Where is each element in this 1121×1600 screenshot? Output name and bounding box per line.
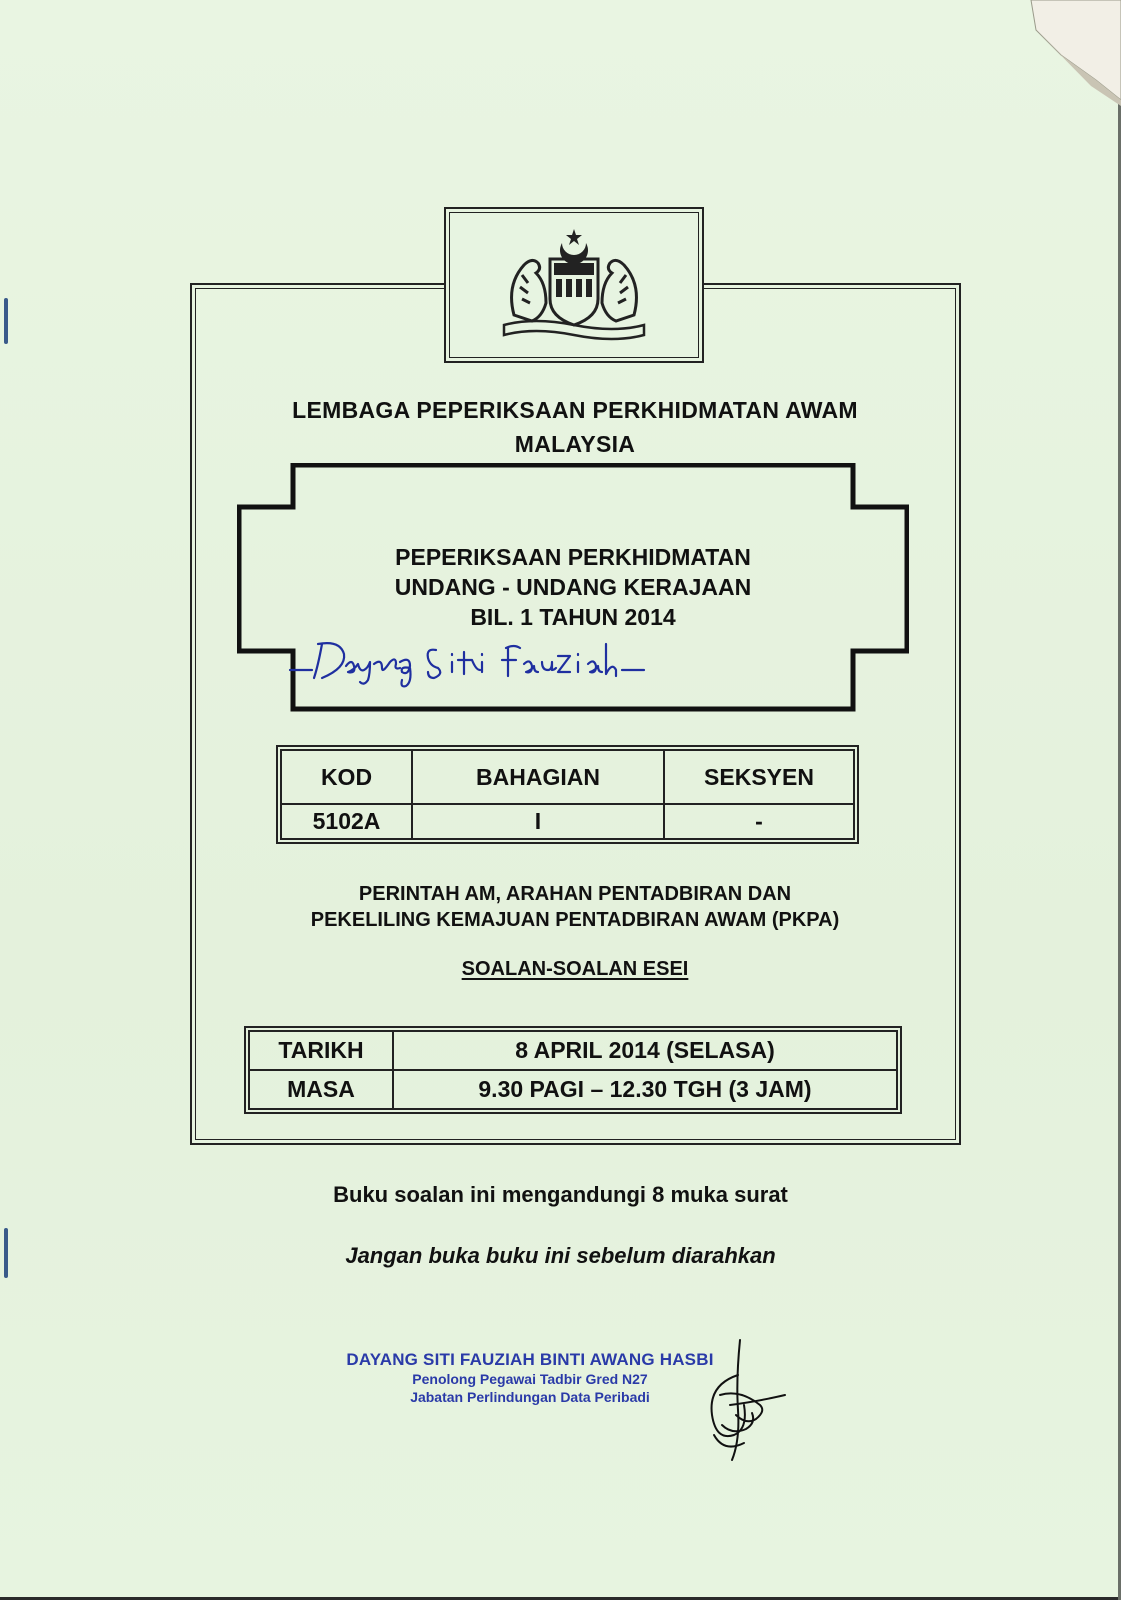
handwritten-name (288, 632, 648, 692)
table-row (249, 1070, 897, 1109)
date-value: 8 APRIL 2014 (SELASA) (393, 1031, 897, 1070)
exam-title-line1: PEPERIKSAAN PERKHIDMATAN (395, 544, 751, 570)
instruction-note: Jangan buka buku ini sebelum diarahkan (345, 1243, 776, 1268)
stamp-position: Penolong Pegawai Tadbir Gred N27 (412, 1371, 648, 1387)
exam-code-value: 5102A (281, 804, 412, 839)
organization-name: LEMBAGA PEPERIKSAAN PERKHIDMATAN AWAM (292, 397, 858, 423)
time-label: MASA (249, 1070, 393, 1109)
subject-line2: PEKELILING KEMAJUAN PENTADBIRAN AWAM (PKPA) (310, 909, 840, 931)
section-value: - (664, 804, 854, 839)
subject-line1: PERINTAH AM, ARAHAN PENTADBIRAN DAN (358, 883, 792, 905)
table-row (281, 804, 854, 839)
part-value: I (412, 804, 664, 839)
staple-mark (4, 298, 8, 344)
exam-title-line3: BIL. 1 TAHUN 2014 (470, 604, 676, 630)
official-stamp (300, 1350, 760, 1406)
coat-of-arms-icon (494, 225, 654, 345)
column-header-seksyen: SEKSYEN (664, 750, 854, 804)
question-type (190, 958, 960, 981)
stamp-department: Jabatan Perlindungan Data Peribadi (410, 1389, 650, 1405)
column-header-bahagian: BAHAGIAN (412, 750, 664, 804)
exam-code-table (280, 749, 855, 840)
crest-box (444, 207, 704, 363)
exam-title-line2: UNDANG - UNDANG KERAJAAN (394, 574, 752, 600)
page-count-note: Buku soalan ini mengandungi 8 muka surat (333, 1182, 788, 1207)
column-header-kod: KOD (281, 750, 412, 804)
schedule-table (248, 1030, 898, 1110)
question-type-label: SOALAN-SOALAN ESEI (461, 958, 689, 980)
time-value: 9.30 PAGI – 12.30 TGH (3 JAM) (393, 1070, 897, 1109)
table-header-row (281, 750, 854, 804)
organization-country: MALAYSIA (514, 431, 636, 457)
table-row (249, 1031, 897, 1070)
date-label: TARIKH (249, 1031, 393, 1070)
signature (700, 1335, 790, 1465)
stamp-name: DAYANG SITI FAUZIAH BINTI AWANG HASBI (346, 1350, 714, 1369)
folded-corner (1001, 0, 1121, 110)
